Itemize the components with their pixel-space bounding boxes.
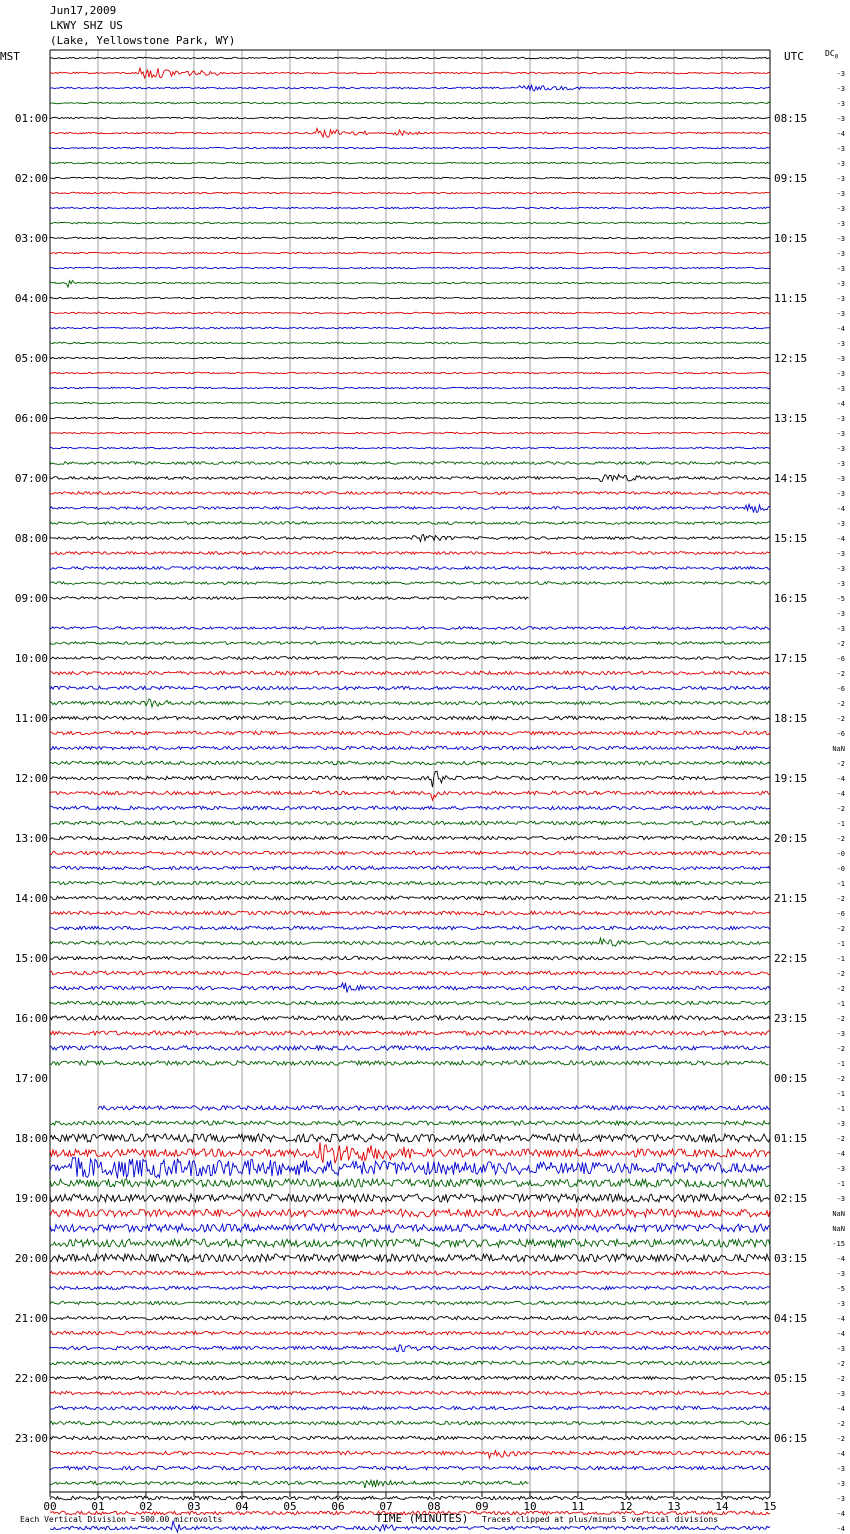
left-hour-label: 12:00 — [14, 772, 48, 785]
trace-38 — [50, 627, 770, 630]
trace-35 — [50, 582, 770, 585]
dc-offset-label: -15 — [832, 1240, 845, 1248]
trace-55 — [50, 881, 770, 885]
trace-46 — [50, 746, 770, 750]
trace-95 — [50, 1480, 770, 1488]
right-hour-label: 18:15 — [774, 712, 808, 725]
left-hour-label: 13:00 — [14, 832, 48, 845]
trace-16 — [50, 297, 770, 299]
dc-offset-label: -3 — [836, 610, 845, 618]
dc-offset-label: -3 — [836, 415, 845, 423]
dc-label-text: DC — [825, 49, 835, 58]
x-tick-label: 12 — [619, 1500, 633, 1513]
dc-offset-label: -3 — [836, 1495, 845, 1503]
dc-offset-label: -3 — [836, 280, 845, 288]
right-timezone-label: UTC — [784, 50, 804, 63]
dc-offset-label: -3 — [836, 445, 845, 453]
trace-93 — [50, 1451, 770, 1459]
left-hour-label: 21:00 — [14, 1312, 48, 1325]
trace-14 — [50, 267, 770, 269]
trace-25 — [50, 432, 770, 434]
right-hour-label: 01:15 — [774, 1132, 808, 1145]
left-hour-label: 15:00 — [14, 952, 48, 965]
trace-3 — [50, 102, 770, 104]
dc-offset-label: -3 — [836, 385, 845, 393]
station-location: (Lake, Yellowstone Park, WY) — [50, 34, 236, 47]
x-tick-label: 03 — [187, 1500, 201, 1513]
dc-offset-label: -3 — [836, 460, 845, 468]
dc-offset-label: -6 — [836, 685, 845, 693]
trace-7 — [50, 162, 770, 164]
trace-15 — [50, 281, 770, 288]
left-hour-label: 02:00 — [14, 172, 48, 185]
trace-23 — [50, 402, 770, 404]
dc-offset-label: -4 — [836, 790, 845, 798]
dc-offset-label: -3 — [836, 430, 845, 438]
dc-offset-label: -3 — [836, 70, 845, 78]
left-hour-label: 05:00 — [14, 352, 48, 365]
dc-offset-label: -3 — [836, 1390, 845, 1398]
trace-47 — [50, 761, 770, 765]
left-hour-label: 07:00 — [14, 472, 48, 485]
trace-87 — [50, 1361, 770, 1365]
dc-offset-label: -4 — [836, 1150, 845, 1158]
dc-offset-label: -3 — [836, 295, 845, 303]
trace-91 — [50, 1421, 770, 1425]
dc-offset-label: -3 — [836, 625, 845, 633]
left-hour-label: 04:00 — [14, 292, 48, 305]
trace-32 — [50, 535, 770, 542]
trace-43 — [50, 699, 770, 707]
dc-offset-label: -3 — [836, 1120, 845, 1128]
trace-57 — [50, 911, 770, 915]
trace-74 — [50, 1158, 770, 1179]
dc-offset-label: -2 — [836, 1420, 845, 1428]
trace-94 — [50, 1466, 770, 1470]
left-hour-label: 06:00 — [14, 412, 48, 425]
dc-offset-label: -3 — [836, 160, 845, 168]
dc-offset-label: -3 — [836, 310, 845, 318]
dc-offset-label: -1 — [836, 940, 845, 948]
trace-17 — [50, 312, 770, 314]
dc-offset-label: -2 — [836, 640, 845, 648]
left-hour-label: 16:00 — [14, 1012, 48, 1025]
x-tick-label: 01 — [91, 1500, 105, 1513]
dc-offset-label: -3 — [836, 550, 845, 558]
trace-88 — [50, 1376, 770, 1380]
dc-offset-label: -2 — [836, 1435, 845, 1443]
left-hour-label: 17:00 — [14, 1072, 48, 1085]
trace-53 — [50, 851, 770, 855]
dc-offset-label: -2 — [836, 925, 845, 933]
trace-51 — [50, 821, 770, 825]
trace-54 — [50, 866, 770, 870]
dc-offset-label: -2 — [836, 970, 845, 978]
trace-48 — [50, 771, 770, 787]
right-hour-label: 15:15 — [774, 532, 808, 545]
x-tick-label: 10 — [523, 1500, 537, 1513]
left-hour-label: 08:00 — [14, 532, 48, 545]
right-hour-label: 00:15 — [774, 1072, 808, 1085]
trace-27 — [50, 462, 770, 465]
trace-82 — [50, 1286, 770, 1290]
trace-62 — [50, 983, 770, 993]
dc-offset-label: -3 — [836, 1480, 845, 1488]
dc-offset-label: -4 — [836, 130, 845, 138]
dc-offset-label: -3 — [836, 1300, 845, 1308]
trace-80 — [50, 1254, 770, 1262]
trace-44 — [50, 716, 770, 720]
right-hour-label: 06:15 — [774, 1432, 808, 1445]
trace-39 — [50, 642, 770, 645]
trace-83 — [50, 1301, 770, 1305]
trace-29 — [50, 492, 770, 495]
dc-offset-label: -1 — [836, 1090, 845, 1098]
trace-63 — [50, 1001, 770, 1005]
dc-offset-label: -3 — [836, 565, 845, 573]
trace-89 — [50, 1391, 770, 1395]
x-tick-label: 11 — [571, 1500, 585, 1513]
x-tick-label: 02 — [139, 1500, 153, 1513]
right-hour-labels — [774, 112, 807, 1445]
trace-0 — [50, 57, 770, 59]
dc-offset-label: -3 — [836, 190, 845, 198]
trace-90 — [50, 1406, 770, 1410]
trace-64 — [50, 1016, 770, 1020]
dc-offset-label: -3 — [836, 490, 845, 498]
right-hour-label: 13:15 — [774, 412, 808, 425]
right-hour-label: 02:15 — [774, 1192, 808, 1205]
dc-offset-label: -4 — [836, 535, 845, 543]
plot-date: Jun17,2009 — [50, 4, 117, 17]
right-hour-label: 21:15 — [774, 892, 808, 905]
right-hour-label: 03:15 — [774, 1252, 808, 1265]
left-hour-label: 14:00 — [14, 892, 48, 905]
trace-9 — [50, 192, 770, 194]
trace-12 — [50, 237, 770, 239]
right-hour-label: 09:15 — [774, 172, 808, 185]
dc-offset-label: -2 — [836, 1360, 845, 1368]
dc-offset-label: -2 — [836, 670, 845, 678]
x-axis-ticks — [43, 1492, 776, 1513]
left-hour-label: 23:00 — [14, 1432, 48, 1445]
trace-13 — [50, 252, 770, 254]
trace-66 — [50, 1046, 770, 1050]
dc-offset-label: -4 — [836, 1510, 845, 1518]
station-code: LKWY SHZ US — [50, 19, 123, 32]
right-hour-label: 12:15 — [774, 352, 808, 365]
dc-offset-label: NaN — [832, 745, 845, 753]
x-tick-label: 05 — [283, 1500, 297, 1513]
dc-offset-label: -2 — [836, 985, 845, 993]
dc-offset-label: -3 — [836, 355, 845, 363]
dc-offset-label: -2 — [836, 1015, 845, 1023]
dc-offset-label: -3 — [836, 145, 845, 153]
left-hour-label: 09:00 — [14, 592, 48, 605]
dc-offset-label: -6 — [836, 910, 845, 918]
right-hour-label: 23:15 — [774, 1012, 808, 1025]
dc-offset-label: -4 — [836, 400, 845, 408]
dc-offset-label: -3 — [836, 1270, 845, 1278]
dc-offset-label: -2 — [836, 1075, 845, 1083]
trace-86 — [50, 1345, 770, 1352]
dc-offset-label: -1 — [836, 955, 845, 963]
dc-offset-label: -1 — [836, 1105, 845, 1113]
dc-offset-label: -2 — [836, 760, 845, 768]
dc-offset-label: -4 — [836, 1450, 845, 1458]
dc-offset-label: -3 — [836, 580, 845, 588]
trace-40 — [50, 657, 770, 660]
scale-note: Each Vertical Division = 500.00 microvolts — [20, 1515, 223, 1524]
dc-offset-label: -2 — [836, 1135, 845, 1143]
dc-offset-label: -3 — [836, 520, 845, 528]
x-tick-label: 14 — [715, 1500, 729, 1513]
dc-offset-label: -3 — [836, 1195, 845, 1203]
trace-1 — [50, 68, 770, 78]
right-hour-label: 17:15 — [774, 652, 808, 665]
left-timezone-label: MST — [0, 50, 20, 63]
dc-offset-label: -3 — [836, 1345, 845, 1353]
trace-layer — [50, 57, 770, 1534]
dc-label-sub: 0 — [834, 53, 839, 61]
trace-92 — [50, 1436, 770, 1440]
left-hour-label: 19:00 — [14, 1192, 48, 1205]
right-hour-label: 20:15 — [774, 832, 808, 845]
trace-20 — [50, 357, 770, 359]
trace-73 — [50, 1142, 770, 1163]
dc-offset-label: -1 — [836, 1060, 845, 1068]
dc-offset-label: -5 — [836, 1285, 845, 1293]
dc-offset-label: -3 — [836, 1465, 845, 1473]
trace-71 — [50, 1121, 770, 1125]
trace-61 — [50, 971, 770, 975]
left-hour-label: 01:00 — [14, 112, 48, 125]
trace-22 — [50, 387, 770, 389]
dc-offset-label: -4 — [836, 1315, 845, 1323]
right-hour-label: 22:15 — [774, 952, 808, 965]
left-hour-label: 22:00 — [14, 1372, 48, 1385]
right-hour-label: 14:15 — [774, 472, 808, 485]
trace-19 — [50, 342, 770, 344]
trace-11 — [50, 222, 770, 224]
dc-offset-label: NaN — [832, 1225, 845, 1233]
left-hour-label: 10:00 — [14, 652, 48, 665]
trace-41 — [50, 671, 770, 675]
trace-2 — [50, 85, 770, 91]
trace-76 — [50, 1194, 770, 1202]
trace-75 — [50, 1179, 770, 1187]
trace-56 — [50, 896, 770, 900]
trace-28 — [50, 475, 770, 482]
trace-49 — [50, 791, 770, 800]
dc-offset-label: -5 — [836, 595, 845, 603]
dc-offset-label: -4 — [836, 1255, 845, 1263]
x-tick-label: 08 — [427, 1500, 441, 1513]
trace-85 — [50, 1331, 770, 1335]
dc-offset-label: -1 — [836, 880, 845, 888]
trace-78 — [50, 1224, 770, 1232]
dc-offset-label: -3 — [836, 100, 845, 108]
left-hour-label: 18:00 — [14, 1132, 48, 1145]
left-hour-label: 11:00 — [14, 712, 48, 725]
dc-offset-label: -3 — [836, 475, 845, 483]
dc-offset-label: -3 — [836, 115, 845, 123]
dc-offset-label: -3 — [836, 175, 845, 183]
trace-24 — [50, 417, 770, 419]
trace-77 — [50, 1209, 770, 1217]
left-hour-label: 20:00 — [14, 1252, 48, 1265]
dc-offset-label: -3 — [836, 205, 845, 213]
trace-31 — [50, 522, 770, 525]
trace-36 — [50, 597, 529, 600]
trace-65 — [50, 1031, 770, 1035]
dc-offset-label: -1 — [836, 1000, 845, 1008]
x-tick-label: 13 — [667, 1500, 681, 1513]
dc-offset-label: -2 — [836, 895, 845, 903]
dc-offset-label: -2 — [836, 715, 845, 723]
trace-45 — [50, 731, 770, 735]
left-hour-labels — [15, 112, 48, 1445]
dc-offset-label: -3 — [836, 250, 845, 258]
dc-offset-label: -3 — [836, 235, 845, 243]
right-hour-label: 11:15 — [774, 292, 808, 305]
trace-58 — [50, 926, 770, 930]
trace-18 — [50, 327, 770, 329]
dc-offset-label: -4 — [836, 1405, 845, 1413]
dc-offset-label: -2 — [836, 1045, 845, 1053]
right-hour-label: 19:15 — [774, 772, 808, 785]
trace-34 — [50, 567, 770, 570]
dc-offset-label: -4 — [836, 1525, 845, 1533]
dc-offset-label: -2 — [836, 835, 845, 843]
dc-offset-label: -3 — [836, 265, 845, 273]
x-tick-label: 00 — [43, 1500, 57, 1513]
right-hour-label: 08:15 — [774, 112, 808, 125]
dc-offset-label: -3 — [836, 220, 845, 228]
dc-offset-label: -0 — [836, 865, 845, 873]
trace-50 — [50, 806, 770, 810]
trace-59 — [50, 938, 770, 946]
dc-offset-label: -3 — [836, 370, 845, 378]
trace-60 — [50, 956, 770, 960]
x-tick-label: 07 — [379, 1500, 393, 1513]
dc-offset-label: -4 — [836, 775, 845, 783]
dc-offset-label: -3 — [836, 85, 845, 93]
minute-grid — [50, 50, 770, 1492]
trace-84 — [50, 1316, 770, 1320]
trace-81 — [50, 1271, 770, 1275]
dc-offset-label: -4 — [836, 505, 845, 513]
trace-96 — [50, 1496, 770, 1500]
trace-4 — [50, 117, 770, 119]
dc-offset-label: -4 — [836, 1330, 845, 1338]
trace-10 — [50, 207, 770, 209]
trace-42 — [50, 686, 770, 690]
trace-8 — [50, 177, 770, 179]
dc-offset-label: -3 — [836, 1030, 845, 1038]
dc-offset-label: -2 — [836, 805, 845, 813]
trace-30 — [50, 504, 770, 512]
trace-6 — [50, 147, 770, 149]
dc-offset-label: -0 — [836, 850, 845, 858]
dc-offset-label: NaN — [832, 1210, 845, 1218]
clip-note: Traces clipped at plus/minus 5 vertical divisions — [482, 1515, 719, 1524]
trace-72 — [50, 1134, 770, 1142]
dc-offset-label: -1 — [836, 1180, 845, 1188]
x-tick-label: 09 — [475, 1500, 489, 1513]
trace-5 — [50, 128, 770, 137]
dc-offset-label: -4 — [836, 325, 845, 333]
dc-offset-labels — [832, 70, 845, 1534]
trace-79 — [50, 1239, 770, 1247]
dc-offset-label: -6 — [836, 730, 845, 738]
x-tick-label: 06 — [331, 1500, 345, 1513]
x-tick-label: 04 — [235, 1500, 249, 1513]
trace-67 — [50, 1061, 769, 1065]
dc-offset-label: -1 — [836, 820, 845, 828]
dc-offset-label: -3 — [836, 1165, 845, 1173]
x-axis-title: TIME (MINUTES) — [375, 1512, 469, 1525]
dc-offset-label: -3 — [836, 340, 845, 348]
trace-52 — [50, 836, 770, 840]
dc-offset-label: -2 — [836, 1375, 845, 1383]
right-hour-label: 05:15 — [774, 1372, 808, 1385]
x-tick-label: 15 — [763, 1500, 777, 1513]
right-hour-label: 04:15 — [774, 1312, 808, 1325]
dc-offset-label: -6 — [836, 655, 845, 663]
trace-33 — [50, 552, 770, 555]
right-hour-label: 10:15 — [774, 232, 808, 245]
trace-21 — [50, 372, 770, 374]
dc-offset-label: -2 — [836, 700, 845, 708]
left-hour-label: 03:00 — [14, 232, 48, 245]
trace-26 — [50, 447, 770, 449]
right-hour-label: 16:15 — [774, 592, 808, 605]
